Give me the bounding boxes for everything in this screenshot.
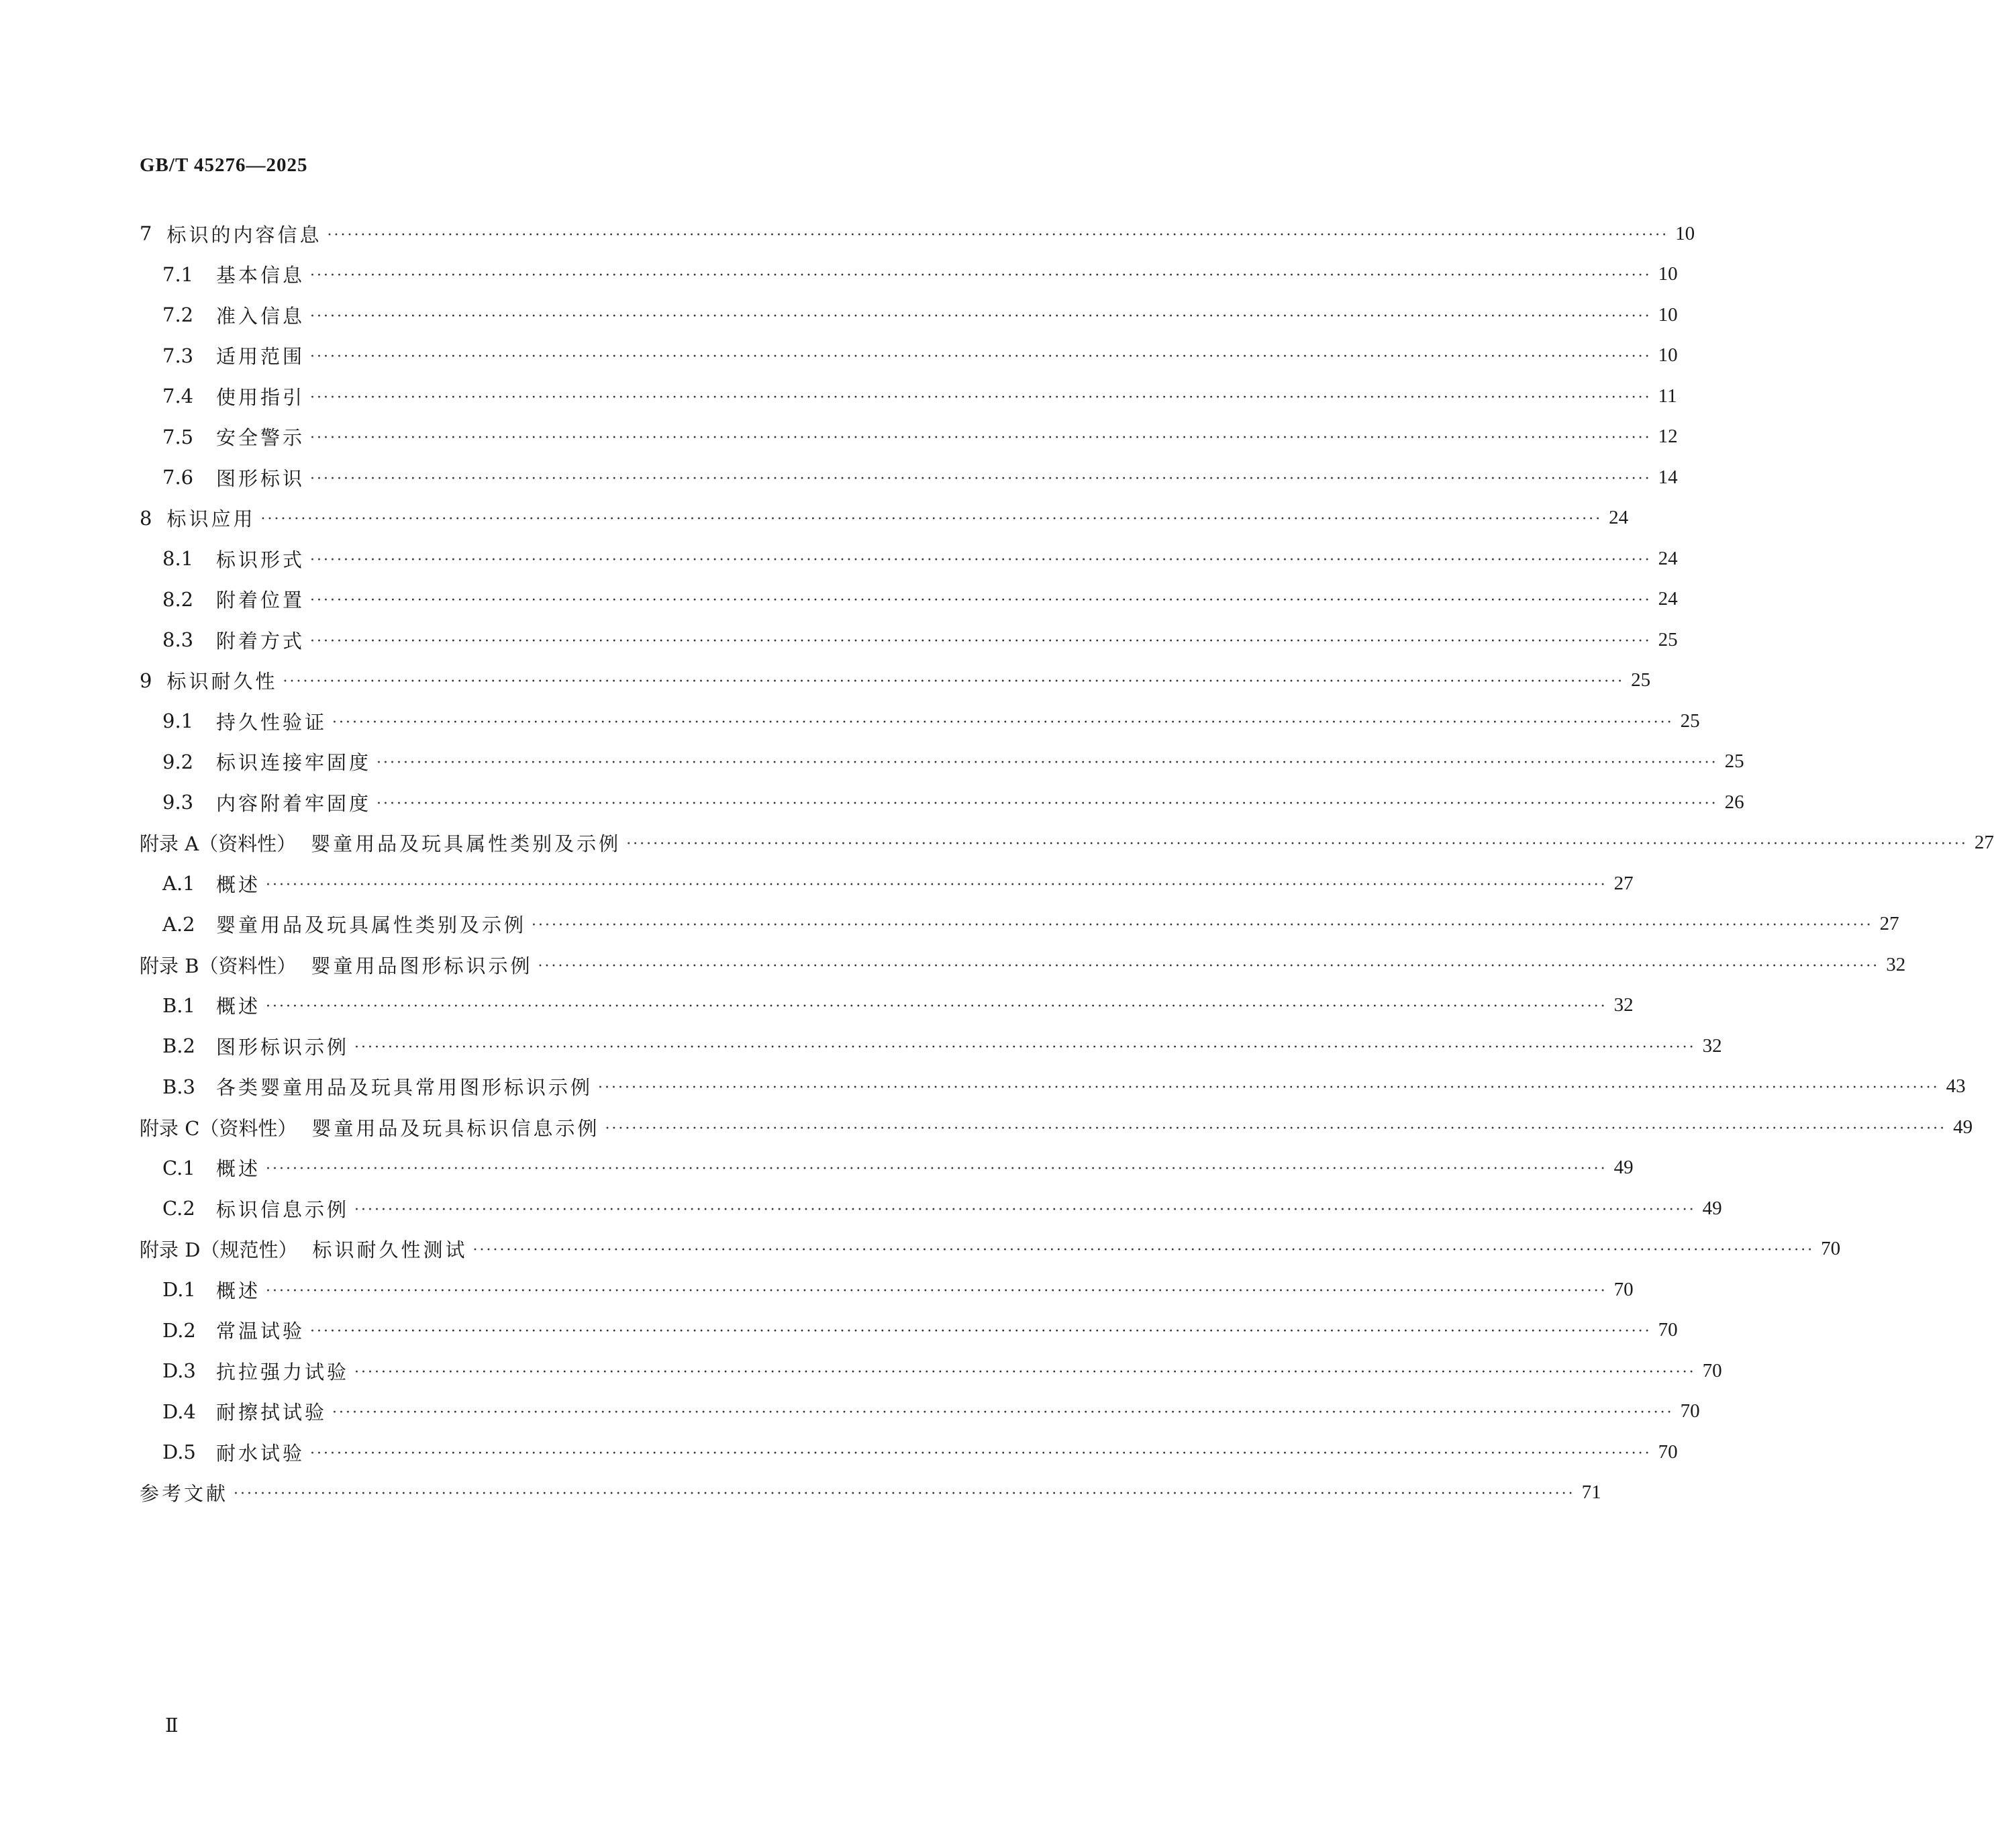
toc-entry[interactable] — [140, 1188, 1722, 1229]
toc-entry-number: 7.4 — [162, 385, 194, 408]
toc-entry-page: 24 — [1658, 547, 1678, 569]
toc-entry-page: 25 — [1658, 628, 1678, 650]
toc-leader-dots: ········································································································································································································ — [310, 348, 1652, 366]
toc-leader-dots: ········································································································································································································ — [598, 1079, 1940, 1097]
toc-entry-title: 各类婴童用品及玩具常用图形标识示例 — [216, 1076, 593, 1100]
toc-entry-number: C.1 — [162, 1156, 195, 1179]
toc-leader-dots: ········································································································································································································ — [354, 1363, 1696, 1381]
toc-entry-page: 26 — [1724, 791, 1744, 813]
toc-entry-title: 图形标识示例 — [216, 1035, 350, 1059]
toc-entry-page: 10 — [1675, 222, 1695, 244]
toc-entry-title: 常温试验 — [216, 1320, 305, 1343]
toc-entry[interactable] — [140, 1148, 1634, 1189]
toc-entry[interactable] — [140, 498, 1629, 539]
toc-entry[interactable] — [140, 944, 1906, 985]
toc-entry-page: 11 — [1658, 385, 1677, 407]
toc-entry-page: 10 — [1658, 303, 1678, 326]
toc-entry[interactable] — [140, 823, 1994, 864]
toc-entry-title: 婴童用品图形标识示例 — [311, 954, 533, 977]
toc-entry-title: 参考文献 — [140, 1482, 229, 1506]
toc-entry-number: 附录 C（资料性） — [140, 1116, 297, 1140]
toc-entry-page: 49 — [1953, 1116, 1973, 1138]
toc-entry-page: 32 — [1886, 953, 1906, 975]
toc-leader-dots: ········································································································································································································ — [310, 592, 1652, 610]
toc-entry-page: 27 — [1879, 913, 1899, 935]
toc-entry-number: 8.1 — [162, 547, 194, 571]
toc-entry-number: A.2 — [162, 912, 195, 936]
toc-leader-dots: ········································································································································································································ — [538, 957, 1880, 975]
toc-entry-number: D.5 — [162, 1441, 196, 1464]
toc-entry[interactable] — [140, 1351, 1722, 1392]
toc-entry[interactable] — [140, 863, 1634, 904]
toc-entry-page: 70 — [1658, 1319, 1678, 1341]
toc-entry-title: 准入信息 — [216, 304, 305, 328]
toc-entry[interactable] — [140, 1067, 1966, 1108]
toc-entry-number: 7.5 — [162, 425, 194, 448]
toc-leader-dots: ········································································································································································································ — [626, 836, 1968, 853]
toc-leader-dots: ········································································································································································································ — [310, 1323, 1652, 1341]
toc-entry[interactable] — [140, 1310, 1678, 1351]
toc-entry[interactable] — [140, 1229, 1841, 1270]
toc-entry-page: 43 — [1946, 1075, 1966, 1098]
toc-entry-title: 适用范围 — [216, 345, 305, 369]
toc-entry[interactable] — [140, 417, 1678, 458]
toc-entry[interactable] — [140, 904, 1899, 945]
toc-entry[interactable] — [140, 1473, 1601, 1514]
toc-entry-page: 27 — [1974, 832, 1994, 854]
toc-entry-title: 婴童用品及玩具属性类别及示例 — [216, 914, 527, 937]
toc-leader-dots: ········································································································································································································ — [266, 876, 1607, 893]
toc-entry-page: 32 — [1613, 994, 1634, 1016]
toc-entry[interactable] — [140, 620, 1678, 661]
toc-leader-dots: ········································································································································································································ — [234, 1486, 1575, 1503]
toc-leader-dots: ········································································································································································································ — [332, 714, 1674, 731]
table-of-contents — [140, 213, 1994, 1513]
toc-entry-title: 附着位置 — [216, 589, 305, 612]
toc-leader-dots: ········································································································································································································ — [354, 1038, 1696, 1056]
toc-leader-dots: ········································································································································································································ — [310, 307, 1652, 325]
toc-entry-page: 70 — [1680, 1400, 1700, 1422]
toc-leader-dots: ········································································································································································································ — [310, 551, 1652, 569]
toc-entry-page: 32 — [1702, 1034, 1722, 1057]
toc-entry-title: 标识形式 — [216, 548, 305, 571]
toc-entry-number: C.2 — [162, 1197, 195, 1220]
toc-entry-page: 70 — [1702, 1359, 1722, 1381]
toc-entry[interactable] — [140, 1269, 1634, 1310]
toc-leader-dots: ········································································································································································································ — [266, 1161, 1607, 1178]
toc-entry-number: 7.2 — [162, 303, 194, 327]
standard-code-header: GB/T 45276—2025 — [140, 154, 308, 176]
toc-leader-dots: ········································································································································································································ — [327, 226, 1669, 244]
toc-entry-number: B.2 — [162, 1034, 195, 1058]
toc-leader-dots: ········································································································································································································ — [532, 917, 1873, 934]
toc-leader-dots: ········································································································································································································ — [310, 470, 1652, 487]
toc-entry-title: 概述 — [216, 1279, 261, 1302]
toc-leader-dots: ········································································································································································································ — [310, 632, 1652, 650]
toc-entry-page: 24 — [1658, 588, 1678, 610]
toc-entry-title: 安全警示 — [216, 426, 305, 450]
toc-entry-page: 24 — [1609, 507, 1629, 529]
toc-entry-title: 使用指引 — [216, 385, 305, 409]
toc-entry-page: 25 — [1680, 710, 1700, 732]
toc-entry[interactable] — [140, 1107, 1973, 1148]
toc-entry[interactable] — [140, 213, 1695, 254]
toc-entry-page: 14 — [1658, 466, 1678, 488]
toc-leader-dots: ········································································································································································································ — [310, 430, 1652, 447]
toc-entry-number: 附录 B（资料性） — [140, 954, 297, 977]
page-number: Ⅱ — [165, 1715, 179, 1737]
toc-entry[interactable] — [140, 985, 1634, 1026]
toc-entry-page: 70 — [1613, 1278, 1634, 1300]
toc-entry-page: 70 — [1821, 1238, 1841, 1260]
toc-leader-dots: ········································································································································································································ — [377, 755, 1718, 772]
toc-entry[interactable] — [140, 376, 1677, 417]
toc-entry-page: 49 — [1613, 1157, 1634, 1179]
toc-entry-title: 概述 — [216, 995, 261, 1018]
toc-entry[interactable] — [140, 579, 1678, 620]
toc-leader-dots: ········································································································································································································ — [472, 1242, 1815, 1259]
toc-leader-dots: ········································································································································································································ — [266, 998, 1607, 1016]
toc-entry-title: 图形标识 — [216, 467, 305, 490]
toc-entry[interactable] — [140, 457, 1678, 498]
toc-entry-number: D.2 — [162, 1318, 196, 1342]
toc-entry-number: 9.1 — [162, 710, 194, 733]
toc-entry-title: 标识应用 — [166, 507, 256, 531]
toc-entry-title: 标识耐久性测试 — [312, 1238, 468, 1262]
toc-entry-number: A.1 — [162, 872, 195, 895]
toc-entry[interactable] — [140, 661, 1651, 701]
toc-entry[interactable] — [140, 782, 1744, 823]
toc-entry-title: 耐水试验 — [216, 1441, 305, 1465]
toc-entry-number: 9 — [140, 669, 152, 692]
toc-entry[interactable] — [140, 336, 1678, 377]
toc-entry-title: 标识连接牢固度 — [216, 751, 372, 775]
toc-entry-title: 婴童用品及玩具属性类别及示例 — [311, 832, 621, 856]
toc-entry[interactable] — [140, 1432, 1678, 1473]
toc-entry-page: 12 — [1658, 426, 1678, 448]
toc-entry-page: 70 — [1658, 1441, 1678, 1463]
toc-entry[interactable] — [140, 742, 1744, 783]
toc-entry-title: 内容附着牢固度 — [216, 791, 372, 815]
toc-entry-number: 7.3 — [162, 344, 194, 367]
toc-entry-title: 耐擦拭试验 — [216, 1401, 328, 1424]
toc-entry-title: 概述 — [216, 873, 261, 896]
toc-entry-number: D.1 — [162, 1278, 196, 1302]
toc-entry-title: 标识的内容信息 — [166, 223, 322, 246]
toc-entry-number: 9.2 — [162, 750, 194, 773]
toc-entry-title: 概述 — [216, 1157, 261, 1181]
toc-entry-title: 标识耐久性 — [166, 670, 278, 693]
toc-entry[interactable] — [140, 538, 1678, 579]
toc-entry-title: 基本信息 — [216, 264, 305, 287]
toc-entry-page: 49 — [1702, 1197, 1722, 1219]
toc-entry[interactable] — [140, 701, 1700, 742]
toc-entry-page: 27 — [1613, 872, 1634, 894]
toc-entry-number: 8.3 — [162, 628, 194, 652]
toc-entry-number: B.3 — [162, 1075, 195, 1098]
toc-entry-title: 附着方式 — [216, 629, 305, 652]
toc-entry-number: D.3 — [162, 1359, 196, 1383]
toc-entry-number: 附录 D（规范性） — [140, 1238, 298, 1262]
toc-entry-page: 71 — [1581, 1481, 1601, 1504]
toc-entry-number: 7 — [140, 222, 152, 246]
toc-leader-dots: ········································································································································································································ — [605, 1120, 1947, 1137]
toc-entry[interactable] — [140, 1392, 1700, 1432]
toc-entry-page: 10 — [1658, 263, 1678, 285]
toc-entry-title: 抗拉强力试验 — [216, 1360, 350, 1383]
toc-leader-dots: ········································································································································································································ — [354, 1201, 1696, 1218]
toc-leader-dots: ········································································································································································································ — [310, 267, 1652, 285]
toc-entry[interactable] — [140, 295, 1678, 336]
toc-entry-number: 7.1 — [162, 262, 194, 286]
toc-entry-number: B.1 — [162, 993, 195, 1017]
toc-leader-dots: ········································································································································································································ — [310, 389, 1652, 406]
toc-leader-dots: ········································································································································································································ — [332, 1404, 1674, 1422]
toc-leader-dots: ········································································································································································································ — [260, 511, 1603, 528]
toc-entry[interactable] — [140, 254, 1678, 295]
toc-leader-dots: ········································································································································································································ — [283, 673, 1625, 691]
toc-entry-number: 8.2 — [162, 587, 194, 611]
toc-leader-dots: ········································································································································································································ — [377, 795, 1718, 812]
toc-entry-title: 标识信息示例 — [216, 1198, 350, 1221]
toc-entry-page: 10 — [1658, 344, 1678, 367]
toc-entry-page: 25 — [1631, 669, 1651, 691]
toc-entry-number: D.4 — [162, 1400, 196, 1423]
toc-leader-dots: ········································································································································································································ — [266, 1282, 1607, 1300]
toc-entry[interactable] — [140, 1026, 1722, 1067]
toc-entry-number: 附录 A（资料性） — [140, 832, 297, 856]
toc-entry-title: 持久性验证 — [216, 710, 328, 734]
toc-entry-number: 9.3 — [162, 791, 194, 814]
toc-entry-title: 婴童用品及玩具标识信息示例 — [311, 1116, 600, 1140]
toc-entry-number: 7.6 — [162, 466, 194, 489]
toc-entry-page: 25 — [1724, 750, 1744, 773]
toc-entry-number: 8 — [140, 506, 152, 530]
toc-leader-dots: ········································································································································································································ — [310, 1445, 1652, 1462]
